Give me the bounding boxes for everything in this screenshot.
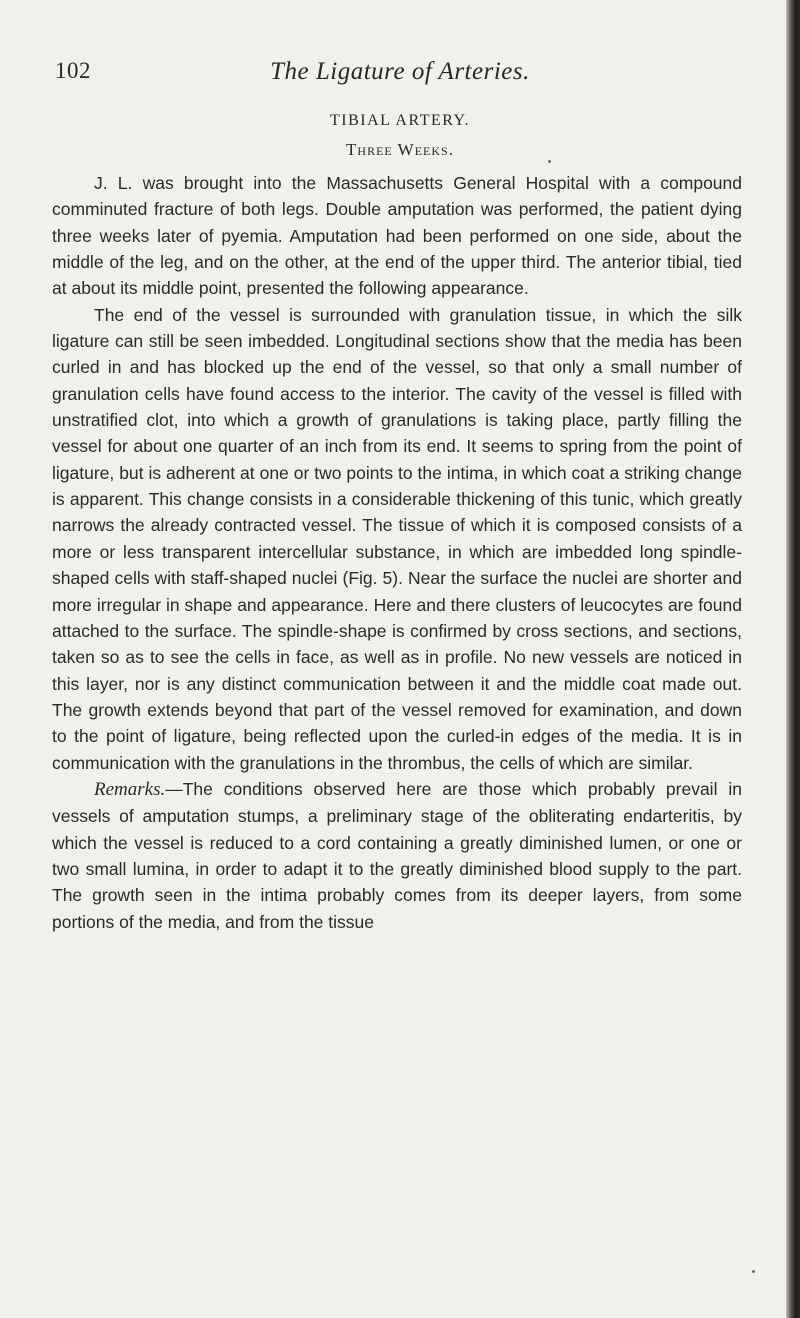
section-heading: TIBIAL ARTERY. (329, 112, 471, 129)
running-head (55, 58, 745, 92)
body-text (52, 170, 742, 935)
print-speck (548, 160, 551, 163)
section-subheading: Three Weeks. (346, 140, 454, 159)
running-title: The Ligature of Arteries. (270, 58, 530, 85)
paragraph-findings: The end of the vessel is surrounded with granulation tissue, in which the silk ligature can still be seen imbedded. Longitudinal sections show that the media has been curled in and has blocked up the end of the vessel, so that only a small number of granulation cells have found access to the interior. The cavity of the vessel is filled with unstratified clot, into which a growth of granulations is taking place, partly filling the vessel for about one quarter of an inch from its end. It seems to spring from the point of ligature, but is adherent at one or two points to the intima, in which coat a striking change is apparent. This change consists in a considerable thickening of this tunic, which greatly narrows the already contracted vessel. The tissue of which it is composed consists of a more or less transparent intercellular substance, in which are imbedded long spindle-shaped cells with staff-shaped nuclei (Fig. 5). Near the surface the nuclei are shorter and more irregular in shape and appearance. Here and there clusters of leucocytes are found attached to the surface. The spindle-shape is confirmed by cross sections, and sections, taken so as to see the cells in face, as well as in profile. No new vessels are noticed in this layer, nor is any distinct communication between it and the middle coat made out. The growth extends beyond that part of the vessel removed for examination, and down to the point of ligature, being reflected upon the curled-in edges of the media. It is in communication with the granulations in the thrombus, the cells of which are similar. (52, 304, 742, 773)
paragraph-case-history: J. L. was brought into the Massachusetts General Hospital with a compound comminuted fracture of both legs. Double amputation was performed, the patient dying three weeks later of pyemia. Amputation had been performed on one side, about the middle of the leg, and on the other, at the end of the upper third. The anterior tibial, tied at about its middle point, presented the following appearance. (52, 173, 742, 299)
paragraph-remarks (52, 776, 742, 935)
remarks-text: —The conditions observed here are those which probably prevail in vessels of amputation stumps, a preliminary stage of the obliterating endarteritis, by which the vessel is reduced to a cord containing a greatly diminished lumen, or one or two small lumina, in order to adapt it to the greatly diminished blood supply to the part. The growth seen in the intima probably comes from its deeper layers, from some portions of the media, and from the tissue (52, 778, 742, 932)
page-number: 102 (55, 58, 91, 83)
remarks-label: Remarks. (94, 778, 166, 800)
print-speck (752, 1270, 755, 1273)
binding-edge (786, 0, 800, 1318)
